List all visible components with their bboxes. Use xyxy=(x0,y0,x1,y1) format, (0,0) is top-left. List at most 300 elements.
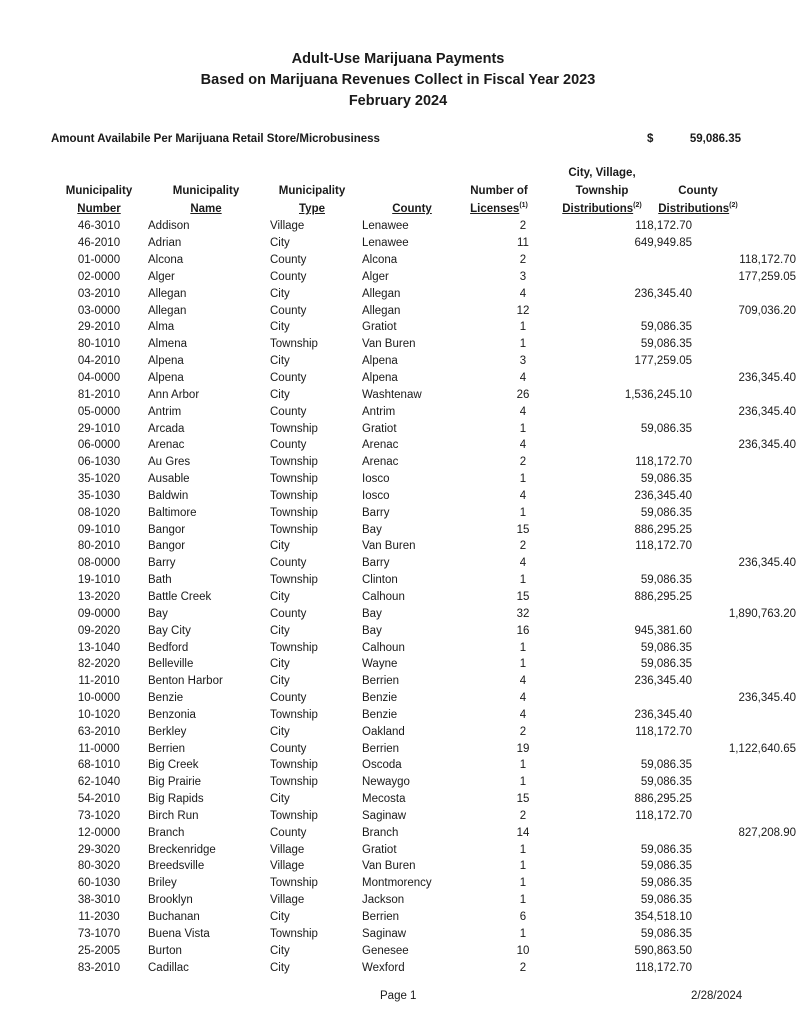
municipality-type-cell: Township xyxy=(270,523,318,536)
cvt-distribution-cell: 118,172.70 xyxy=(635,220,692,233)
county-distribution-cell: 1,122,640.65 xyxy=(728,742,796,755)
county-cell: Saginaw xyxy=(362,927,407,940)
county-cell: Allegan xyxy=(362,304,401,317)
cvt-distribution-cell: 236,345.40 xyxy=(634,708,692,721)
county-cell: Mecosta xyxy=(362,793,406,806)
municipality-name-cell: Bangor xyxy=(148,540,186,553)
county-cell: Wayne xyxy=(362,658,398,671)
county-cell: Iosco xyxy=(362,489,390,502)
county-cell: Van Buren xyxy=(362,338,416,351)
county-cell: Bay xyxy=(362,607,382,620)
municipality-number-cell: 12-0000 xyxy=(77,826,121,839)
municipality-name-cell: Big Prairie xyxy=(148,776,202,789)
title-line-2: Based on Marijuana Revenues Collect in Fiscal Year 2023 xyxy=(200,72,596,88)
county-cell: Van Buren xyxy=(362,860,416,873)
municipality-number-cell: 35-1030 xyxy=(77,489,121,502)
municipality-type-cell: County xyxy=(270,405,307,418)
table-row xyxy=(52,504,796,521)
cvt-distribution-cell: 177,259.05 xyxy=(634,355,692,368)
table-row xyxy=(52,639,796,656)
county-distribution-cell xyxy=(692,218,796,235)
licenses-cell: 1 xyxy=(519,338,527,351)
licenses-cell: 2 xyxy=(519,809,527,822)
table-row xyxy=(52,471,796,488)
licenses-cell: 2 xyxy=(519,725,527,738)
county-cell: Wexford xyxy=(362,961,405,974)
table-row xyxy=(52,824,796,841)
licenses-cell: 4 xyxy=(519,557,527,570)
header-municipality-number: Municipality Number xyxy=(65,185,133,215)
cvt-distribution-cell xyxy=(580,690,692,707)
table-row xyxy=(52,841,796,858)
licenses-cell: 1 xyxy=(519,574,527,587)
table-row xyxy=(52,673,796,690)
municipality-name-cell: Bay City xyxy=(148,624,191,637)
municipality-type-cell: County xyxy=(270,304,307,317)
municipality-type-cell: Township xyxy=(270,759,318,772)
table-row xyxy=(52,723,796,740)
municipality-name-cell: Brooklyn xyxy=(148,894,193,907)
county-cell: Branch xyxy=(362,826,399,839)
cvt-distribution-cell xyxy=(580,269,692,286)
municipality-type-cell: Village xyxy=(270,860,305,873)
county-cell: Alcona xyxy=(362,254,398,267)
county-distribution-cell: 236,345.40 xyxy=(738,439,796,452)
municipality-type-cell: Township xyxy=(270,456,318,469)
county-cell: Alpena xyxy=(362,372,398,385)
cvt-distribution-cell: 118,172.70 xyxy=(635,725,692,738)
county-distribution-cell xyxy=(692,420,796,437)
table-row xyxy=(52,656,796,673)
county-cell: Montmorency xyxy=(362,877,432,890)
table-row xyxy=(52,555,796,572)
licenses-cell: 1 xyxy=(519,506,527,519)
county-cell: Saginaw xyxy=(362,809,407,822)
cvt-distribution-cell xyxy=(580,403,692,420)
municipality-type-cell: City xyxy=(270,725,290,738)
municipality-type-cell: Township xyxy=(270,574,318,587)
currency-symbol: $ xyxy=(647,133,654,145)
municipality-number-cell: 82-2020 xyxy=(77,658,121,671)
municipality-number-cell: 46-2010 xyxy=(77,237,121,250)
county-cell: Washtenaw xyxy=(362,388,422,401)
municipality-type-cell: Township xyxy=(270,473,318,486)
municipality-type-cell: County xyxy=(270,826,307,839)
licenses-cell: 2 xyxy=(519,540,527,553)
county-distribution-cell xyxy=(692,909,796,926)
county-distribution-cell xyxy=(692,589,796,606)
county-cell: Iosco xyxy=(362,473,390,486)
municipality-name-cell: Alger xyxy=(148,270,175,283)
cvt-distribution-cell: 1,536,245.10 xyxy=(624,388,692,401)
cvt-distribution-cell: 590,863.50 xyxy=(634,944,692,957)
county-distribution-cell xyxy=(692,353,796,370)
cvt-distribution-cell: 59,086.35 xyxy=(640,759,692,772)
county-cell: Gratiot xyxy=(362,321,397,334)
county-distribution-cell: 236,345.40 xyxy=(738,372,796,385)
amount-available-value: 59,086.35 xyxy=(689,133,741,145)
cvt-distribution-cell: 59,086.35 xyxy=(640,473,692,486)
county-cell: Lenawee xyxy=(362,237,409,250)
title-line-3: February 2024 xyxy=(348,93,448,109)
municipality-number-cell: 05-0000 xyxy=(77,405,121,418)
county-distribution-cell: 827,208.90 xyxy=(738,826,796,839)
licenses-cell: 1 xyxy=(519,759,527,772)
municipality-type-cell: County xyxy=(270,254,307,267)
county-distribution-cell xyxy=(692,454,796,471)
municipality-number-cell: 11-2030 xyxy=(78,911,120,924)
municipality-name-cell: Bay xyxy=(148,607,168,620)
county-distribution-cell xyxy=(692,858,796,875)
county-cell: Berrien xyxy=(362,742,400,755)
county-distribution-cell xyxy=(692,875,796,892)
cvt-distribution-cell: 59,086.35 xyxy=(640,860,692,873)
table-row xyxy=(52,252,796,269)
municipality-type-cell: Township xyxy=(270,809,318,822)
licenses-cell: 26 xyxy=(516,388,530,401)
header-cvt-distributions: City, Village, Township Distributions$^{(2)}$ xyxy=(562,167,642,215)
municipality-number-cell: 09-1010 xyxy=(77,523,121,536)
county-cell: Bay xyxy=(362,523,382,536)
municipality-number-cell: 04-0000 xyxy=(77,372,121,385)
table-row xyxy=(52,403,796,420)
licenses-cell: 15 xyxy=(516,590,530,603)
municipality-name-cell: Barry xyxy=(148,557,176,570)
table-row xyxy=(52,589,796,606)
municipality-name-cell: Branch xyxy=(148,826,185,839)
table-row xyxy=(52,353,796,370)
table-row xyxy=(52,572,796,589)
municipality-type-cell: Township xyxy=(270,708,318,721)
county-cell: Jackson xyxy=(362,894,405,907)
county-cell: Antrim xyxy=(362,405,396,418)
table-row xyxy=(52,386,796,403)
municipality-name-cell: Benton Harbor xyxy=(148,675,223,688)
county-distribution-cell: 118,172.70 xyxy=(739,254,796,267)
licenses-cell: 4 xyxy=(519,489,527,502)
cvt-distribution-cell: 59,086.35 xyxy=(640,338,692,351)
municipality-number-cell: 08-0000 xyxy=(77,557,121,570)
table-row xyxy=(52,488,796,505)
header-municipality-name: Municipality Name xyxy=(172,185,240,215)
licenses-cell: 1 xyxy=(519,894,527,907)
payments-table xyxy=(52,218,796,976)
county-cell: Bay xyxy=(362,624,382,637)
table-row xyxy=(52,420,796,437)
municipality-name-cell: Adrian xyxy=(148,237,182,250)
municipality-number-cell: 46-3010 xyxy=(77,220,121,233)
county-cell: Benzie xyxy=(362,708,398,721)
cvt-distribution-cell: 59,086.35 xyxy=(640,506,692,519)
municipality-number-cell: 11-2010 xyxy=(78,675,120,688)
municipality-name-cell: Antrim xyxy=(148,405,182,418)
licenses-cell: 1 xyxy=(519,422,527,435)
county-distribution-cell xyxy=(692,791,796,808)
county-cell: Berrien xyxy=(362,675,400,688)
licenses-cell: 4 xyxy=(519,287,527,300)
municipality-name-cell: Breedsville xyxy=(148,860,205,873)
municipality-number-cell: 38-3010 xyxy=(77,894,121,907)
municipality-name-cell: Berrien xyxy=(148,742,186,755)
county-distribution-cell xyxy=(692,538,796,555)
cvt-distribution-cell: 118,172.70 xyxy=(635,809,692,822)
licenses-cell: 1 xyxy=(519,843,527,856)
cvt-distribution-cell: 59,086.35 xyxy=(640,877,692,890)
municipality-type-cell: County xyxy=(270,742,307,755)
licenses-cell: 1 xyxy=(519,321,527,334)
county-cell: Oscoda xyxy=(362,759,402,772)
cvt-distribution-cell: 118,172.70 xyxy=(635,456,692,469)
municipality-number-cell: 80-3020 xyxy=(77,860,121,873)
table-row xyxy=(52,791,796,808)
licenses-cell: 1 xyxy=(519,658,527,671)
municipality-type-cell: County xyxy=(270,270,307,283)
municipality-number-cell: 81-2010 xyxy=(77,388,121,401)
licenses-cell: 12 xyxy=(516,304,530,317)
municipality-type-cell: Township xyxy=(270,489,318,502)
municipality-type-cell: Township xyxy=(270,927,318,940)
cvt-distribution-cell: 886,295.25 xyxy=(634,590,692,603)
municipality-name-cell: Bedford xyxy=(148,641,189,654)
cvt-distribution-cell: 886,295.25 xyxy=(634,793,692,806)
municipality-name-cell: Big Creek xyxy=(148,759,199,772)
cvt-distribution-cell: 236,345.40 xyxy=(634,287,692,300)
licenses-cell: 32 xyxy=(516,607,530,620)
municipality-number-cell: 06-0000 xyxy=(77,439,121,452)
county-cell: Calhoun xyxy=(362,590,405,603)
municipality-name-cell: Alcona xyxy=(148,254,184,267)
county-cell: Gratiot xyxy=(362,843,397,856)
municipality-name-cell: Buena Vista xyxy=(148,927,210,940)
municipality-type-cell: City xyxy=(270,590,290,603)
municipality-name-cell: Allegan xyxy=(148,304,187,317)
municipality-type-cell: Township xyxy=(270,641,318,654)
municipality-type-cell: City xyxy=(270,961,290,974)
municipality-name-cell: Birch Run xyxy=(148,809,199,822)
cvt-distribution-cell: 59,086.35 xyxy=(640,422,692,435)
table-row xyxy=(52,959,796,976)
table-row xyxy=(52,285,796,302)
cvt-distribution-cell: 59,086.35 xyxy=(640,321,692,334)
county-distribution-cell xyxy=(692,336,796,353)
municipality-number-cell: 73-1070 xyxy=(77,927,121,940)
municipality-type-cell: City xyxy=(270,658,290,671)
table-row xyxy=(52,235,796,252)
county-cell: Berrien xyxy=(362,911,400,924)
licenses-cell: 1 xyxy=(519,860,527,873)
county-distribution-cell xyxy=(692,488,796,505)
municipality-number-cell: 09-0000 xyxy=(77,607,121,620)
licenses-cell: 4 xyxy=(519,708,527,721)
licenses-cell: 1 xyxy=(519,473,527,486)
table-row xyxy=(52,605,796,622)
county-distribution-cell xyxy=(692,622,796,639)
municipality-number-cell: 29-1010 xyxy=(77,422,121,435)
county-cell: Newaygo xyxy=(362,776,410,789)
municipality-name-cell: Burton xyxy=(148,944,182,957)
county-cell: Alger xyxy=(362,270,389,283)
municipality-name-cell: Battle Creek xyxy=(148,590,212,603)
municipality-type-cell: City xyxy=(270,321,290,334)
county-distribution-cell: 709,036.20 xyxy=(738,304,796,317)
municipality-name-cell: Briley xyxy=(148,877,177,890)
municipality-type-cell: City xyxy=(270,944,290,957)
county-distribution-cell xyxy=(692,319,796,336)
county-distribution-cell: 236,345.40 xyxy=(738,557,796,570)
municipality-type-cell: Village xyxy=(270,843,305,856)
county-distribution-cell: 177,259.05 xyxy=(738,270,796,283)
county-distribution-cell xyxy=(692,774,796,791)
table-row xyxy=(52,370,796,387)
municipality-number-cell: 73-1020 xyxy=(77,809,121,822)
municipality-type-cell: City xyxy=(270,624,290,637)
municipality-name-cell: Cadillac xyxy=(148,961,189,974)
table-row xyxy=(52,909,796,926)
municipality-type-cell: City xyxy=(270,237,290,250)
cvt-distribution-cell: 118,172.70 xyxy=(635,961,692,974)
cvt-distribution-cell xyxy=(580,302,692,319)
county-distribution-cell xyxy=(692,673,796,690)
municipality-type-cell: City xyxy=(270,355,290,368)
county-distribution-cell xyxy=(692,723,796,740)
municipality-number-cell: 11-0000 xyxy=(78,742,120,755)
county-cell: Barry xyxy=(362,557,390,570)
municipality-number-cell: 60-1030 xyxy=(77,877,121,890)
municipality-type-cell: County xyxy=(270,557,307,570)
municipality-name-cell: Ausable xyxy=(148,473,190,486)
municipality-number-cell: 19-1010 xyxy=(77,574,121,587)
county-cell: Alpena xyxy=(362,355,398,368)
table-row xyxy=(52,454,796,471)
cvt-distribution-cell: 59,086.35 xyxy=(640,658,692,671)
licenses-cell: 2 xyxy=(519,456,527,469)
table-row xyxy=(52,218,796,235)
municipality-type-cell: Township xyxy=(270,776,318,789)
table-row xyxy=(52,302,796,319)
county-distribution-cell: 236,345.40 xyxy=(738,405,796,418)
cvt-distribution-cell: 886,295.25 xyxy=(634,523,692,536)
municipality-type-cell: City xyxy=(270,388,290,401)
county-distribution-cell xyxy=(692,504,796,521)
municipality-number-cell: 06-1030 xyxy=(77,456,121,469)
municipality-name-cell: Ann Arbor xyxy=(148,388,200,401)
title-line-1: Adult-Use Marijuana Payments xyxy=(291,51,505,67)
municipality-name-cell: Benzie xyxy=(148,692,184,705)
municipality-name-cell: Big Rapids xyxy=(148,793,204,806)
cvt-distribution-cell: 118,172.70 xyxy=(635,540,692,553)
municipality-number-cell: 10-1020 xyxy=(77,708,121,721)
county-cell: Oakland xyxy=(362,725,405,738)
county-distribution-cell xyxy=(692,639,796,656)
municipality-name-cell: Baltimore xyxy=(148,506,197,519)
municipality-type-cell: Township xyxy=(270,877,318,890)
document-title xyxy=(0,49,796,112)
municipality-number-cell: 01-0000 xyxy=(77,254,121,267)
municipality-number-cell: 08-1020 xyxy=(77,506,121,519)
table-row xyxy=(52,319,796,336)
municipality-type-cell: City xyxy=(270,675,290,688)
licenses-cell: 1 xyxy=(519,927,527,940)
county-cell: Allegan xyxy=(362,287,401,300)
cvt-distribution-cell xyxy=(580,824,692,841)
licenses-cell: 4 xyxy=(519,675,527,688)
licenses-cell: 6 xyxy=(519,911,527,924)
county-cell: Arenac xyxy=(362,456,399,469)
municipality-type-cell: Township xyxy=(270,422,318,435)
county-cell: Calhoun xyxy=(362,641,405,654)
municipality-name-cell: Benzonia xyxy=(148,708,196,721)
licenses-cell: 4 xyxy=(519,439,527,452)
municipality-type-cell: Township xyxy=(270,338,318,351)
cvt-distribution-cell: 236,345.40 xyxy=(634,489,692,502)
header-number-of-licenses: Number of Licenses$^{(1)}$ xyxy=(470,185,528,215)
licenses-cell: 19 xyxy=(516,742,530,755)
municipality-name-cell: Berkley xyxy=(148,725,187,738)
municipality-name-cell: Au Gres xyxy=(148,456,191,469)
licenses-cell: 4 xyxy=(519,405,527,418)
cvt-distribution-cell: 59,086.35 xyxy=(640,641,692,654)
table-row xyxy=(52,437,796,454)
municipality-number-cell: 83-2010 xyxy=(77,961,121,974)
table-row xyxy=(52,942,796,959)
county-distribution-cell xyxy=(692,925,796,942)
municipality-type-cell: City xyxy=(270,287,290,300)
municipality-number-cell: 13-1040 xyxy=(77,641,121,654)
licenses-cell: 10 xyxy=(516,944,530,957)
municipality-number-cell: 68-1010 xyxy=(77,759,121,772)
county-distribution-cell xyxy=(692,285,796,302)
cvt-distribution-cell xyxy=(580,252,692,269)
licenses-cell: 15 xyxy=(516,523,530,536)
municipality-type-cell: County xyxy=(270,372,307,385)
table-row xyxy=(52,892,796,909)
county-cell: Clinton xyxy=(362,574,398,587)
cvt-distribution-cell xyxy=(580,555,692,572)
municipality-type-cell: County xyxy=(270,607,307,620)
cvt-distribution-cell xyxy=(580,370,692,387)
licenses-cell: 4 xyxy=(519,372,527,385)
licenses-cell: 3 xyxy=(519,270,527,283)
cvt-distribution-cell: 945,381.60 xyxy=(634,624,692,637)
table-row xyxy=(52,740,796,757)
municipality-name-cell: Bath xyxy=(148,574,172,587)
table-row xyxy=(52,808,796,825)
cvt-distribution-cell: 649,949.85 xyxy=(634,237,692,250)
county-distribution-cell xyxy=(692,959,796,976)
licenses-cell: 1 xyxy=(519,641,527,654)
municipality-type-cell: Township xyxy=(270,506,318,519)
municipality-name-cell: Alma xyxy=(148,321,175,334)
municipality-name-cell: Almena xyxy=(148,338,187,351)
footer-date: 2/28/2024 xyxy=(691,990,743,1002)
municipality-number-cell: 80-1010 xyxy=(77,338,121,351)
cvt-distribution-cell: 354,518.10 xyxy=(634,911,692,924)
table-row xyxy=(52,622,796,639)
municipality-type-cell: Village xyxy=(270,894,305,907)
licenses-cell: 3 xyxy=(519,355,527,368)
licenses-cell: 1 xyxy=(519,877,527,890)
municipality-number-cell: 03-2010 xyxy=(77,287,121,300)
county-distribution-cell xyxy=(692,386,796,403)
licenses-cell: 14 xyxy=(516,826,530,839)
cvt-distribution-cell: 59,086.35 xyxy=(640,894,692,907)
cvt-distribution-cell: 59,086.35 xyxy=(640,927,692,940)
municipality-name-cell: Allegan xyxy=(148,287,187,300)
municipality-number-cell: 13-2020 xyxy=(77,590,121,603)
county-distribution-cell xyxy=(692,521,796,538)
municipality-name-cell: Alpena xyxy=(148,372,184,385)
cvt-distribution-cell: 59,086.35 xyxy=(640,843,692,856)
